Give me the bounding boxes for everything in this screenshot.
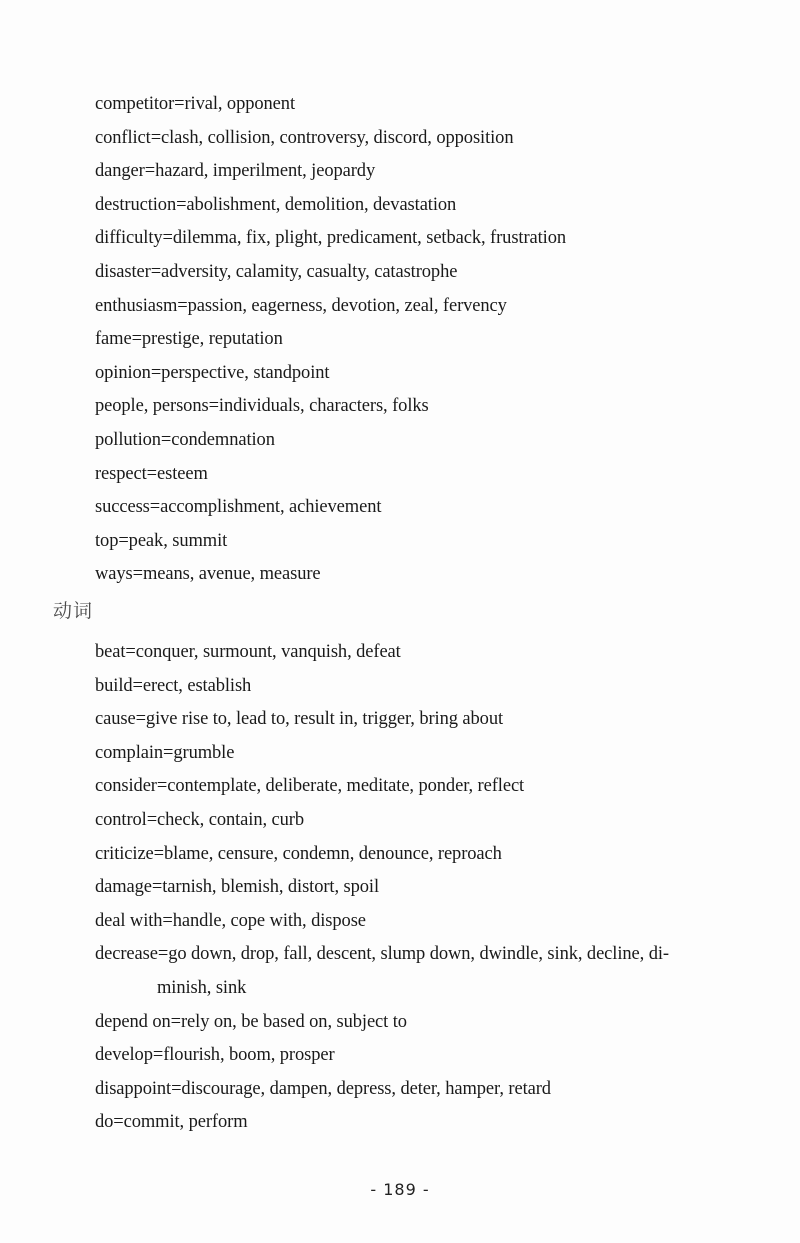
list-item: competitor=rival, opponent xyxy=(95,94,295,114)
list-item: pollution=condemnation xyxy=(95,429,275,450)
wrapped-line-2: minish, sink xyxy=(157,977,247,998)
page-number: - 189 - xyxy=(370,1180,430,1199)
list-item: deal with=handle, cope with, dispose xyxy=(95,910,366,931)
list-item: damage=tarnish, blemish, distort, spoil xyxy=(95,877,379,898)
list-item: fame=prestige, reputation xyxy=(95,329,283,350)
list-item: difficulty=dilemma, fix, plight, predicament, setback, frustration xyxy=(95,228,567,249)
list-item: cause=give rise to, lead to, result in, trigger, bring about xyxy=(95,709,504,730)
section-heading-verbs: 动词 xyxy=(53,600,94,622)
list-item: top=peak, summit xyxy=(95,530,228,551)
list-item: disappoint=discourage, dampen, depress, deter, hamper, retard xyxy=(95,1078,551,1099)
list-item: build=erect, establish xyxy=(95,675,252,696)
list-item: beat=conquer, surmount, vanquish, defeat xyxy=(95,642,401,662)
wrapped-line-1: decrease=go down, drop, fall, descent, slump down, dwindle, sink, decline, di- xyxy=(95,944,669,965)
list-item: consider=contemplate, deliberate, meditate, ponder, reflect xyxy=(95,776,525,797)
list-item: complain=grumble xyxy=(95,742,235,763)
list-item-wrapped xyxy=(95,938,775,1005)
list-item: develop=flourish, boom, prosper xyxy=(95,1045,335,1066)
list-item: ways=means, avenue, measure xyxy=(95,564,321,585)
list-item: disaster=adversity, calamity, casualty, catastrophe xyxy=(95,261,458,282)
list-item: criticize=blame, censure, condemn, denounce, reproach xyxy=(95,843,502,864)
list-item: destruction=abolishment, demolition, devastation xyxy=(95,194,457,215)
noun-synonym-list xyxy=(95,88,775,592)
list-item: danger=hazard, imperilment, jeopardy xyxy=(95,161,376,182)
list-item: respect=esteem xyxy=(95,463,208,484)
list-item: success=accomplishment, achievement xyxy=(95,497,382,518)
verb-synonym-list xyxy=(95,636,775,1140)
list-item: people, persons=individuals, characters, folks xyxy=(95,396,429,417)
list-item: depend on=rely on, be based on, subject to xyxy=(95,1011,407,1032)
list-item: do=commit, perform xyxy=(95,1112,248,1133)
list-item: enthusiasm=passion, eagerness, devotion, zeal, fervency xyxy=(95,295,507,316)
list-item: control=check, contain, curb xyxy=(95,809,304,830)
list-item: conflict=clash, collision, controversy, discord, opposition xyxy=(95,127,514,148)
list-item: opinion=perspective, standpoint xyxy=(95,362,330,383)
